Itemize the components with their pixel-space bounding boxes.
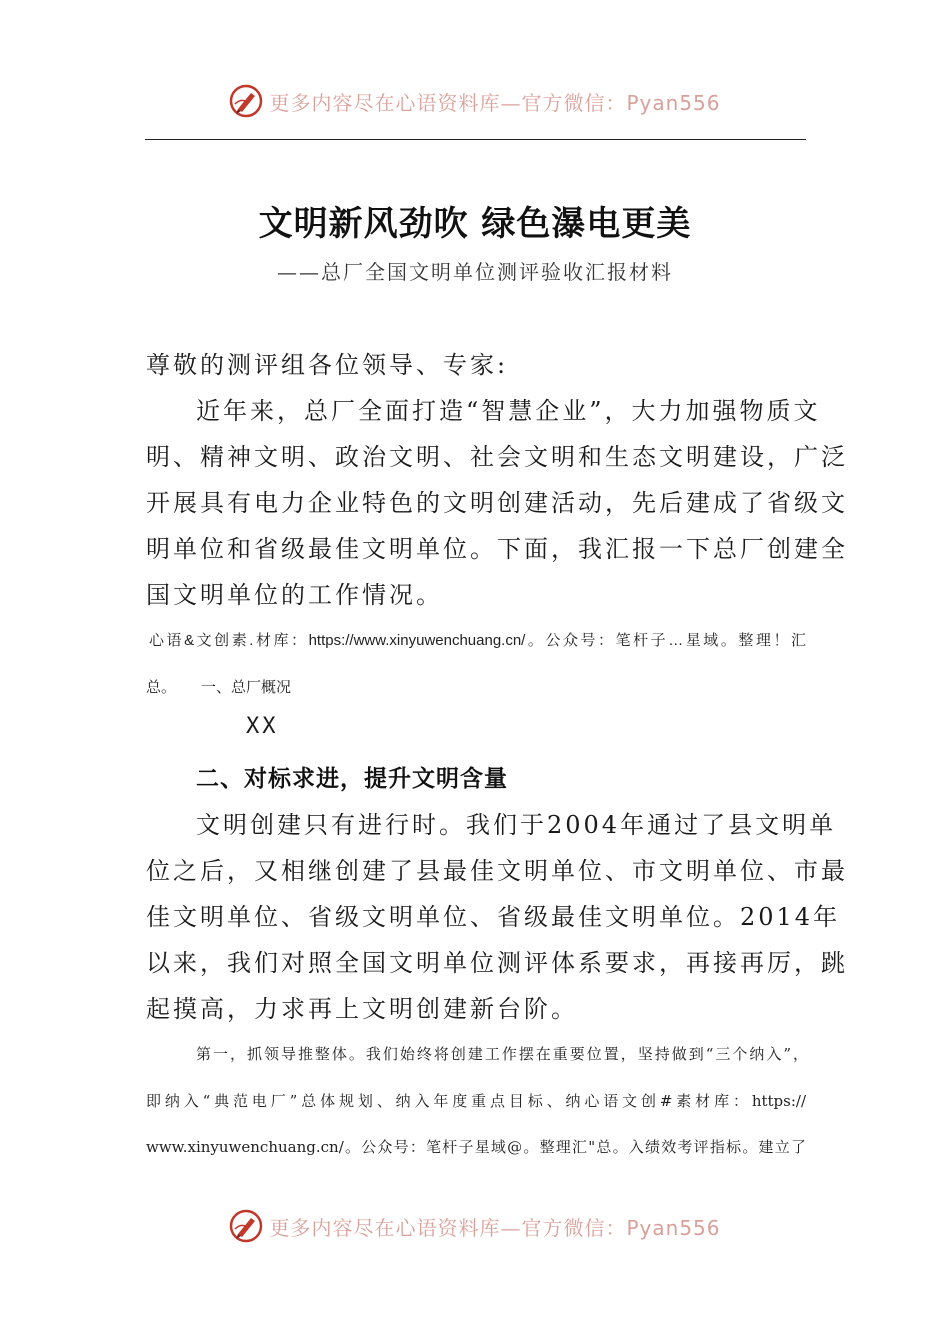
para2-line-3: 佳文明单位、省级文明单位、省级最佳文明单位。2014年 — [146, 903, 841, 931]
para1-line-5: 国文明单位的工作情况。 — [146, 581, 443, 609]
para1-line-3: 开展具有电力企业特色的文明创建活动，先后建成了省级文 — [146, 489, 848, 517]
overview-placeholder: XX — [246, 714, 279, 739]
note1-line-2: 总。 一、总厂概况 — [146, 679, 292, 696]
para1-line-1: 近年来，总厂全面打造“智慧企业”，大力加强物质文 — [196, 397, 821, 425]
watermark-text: 更多内容尽在心语资料库—官方微信：Pyan556 — [269, 1215, 721, 1240]
para2-line-1: 文明创建只有进行时。我们于2004年通过了县文明单 — [196, 811, 837, 839]
para1-line-4: 明单位和省级最佳文明单位。下面，我汇报一下总厂创建全 — [146, 535, 848, 563]
section2-heading: 二、对标求进，提升文明含量 — [196, 766, 508, 792]
para1-line-2: 明、精神文明、政治文明、社会文明和生态文明建设，广泛 — [146, 443, 848, 471]
note1-line-1: 心语&文创素.材库：https://www.xinyuwenchuang.cn/。公众号：笔杆子…星域。整理！汇 — [149, 632, 806, 649]
para3-line-2: 即纳入“典范电厂”总体规划、纳入年度重点目标、纳心语文创#素材库：https:// — [146, 1092, 806, 1110]
para3-line-3: www.xinyuwenchuang.cn/。公众号：笔杆子星域@。整理汇"总。入绩效考评指标。建立了 — [146, 1138, 806, 1156]
salutation: 尊敬的测评组各位领导、专家: — [146, 351, 509, 379]
watermark-banner-bottom — [0, 1209, 950, 1243]
watermark-banner-top — [0, 84, 950, 118]
para2-line-4: 以来，我们对照全国文明单位测评体系要求，再接再厉，跳 — [146, 949, 848, 977]
para2-line-2: 位之后，又相继创建了县最佳文明单位、市文明单位、市最 — [146, 857, 848, 885]
pen-logo-icon — [229, 84, 263, 118]
watermark-text: 更多内容尽在心语资料库—官方微信：Pyan556 — [269, 90, 721, 115]
document-subtitle: ——总厂全国文明单位测评验收汇报材料 — [277, 260, 673, 284]
para3-line-1: 第一，抓领导推整体。我们始终将创建工作摆在重要位置，坚持做到“三个纳入”， — [196, 1045, 808, 1063]
document-title: 文明新风劲吹 绿色瀑电更美 — [258, 204, 692, 244]
para2-line-5: 起摸高，力求再上文明创建新台阶。 — [146, 995, 578, 1023]
pen-logo-icon — [229, 1209, 263, 1243]
header-rule — [145, 139, 806, 140]
